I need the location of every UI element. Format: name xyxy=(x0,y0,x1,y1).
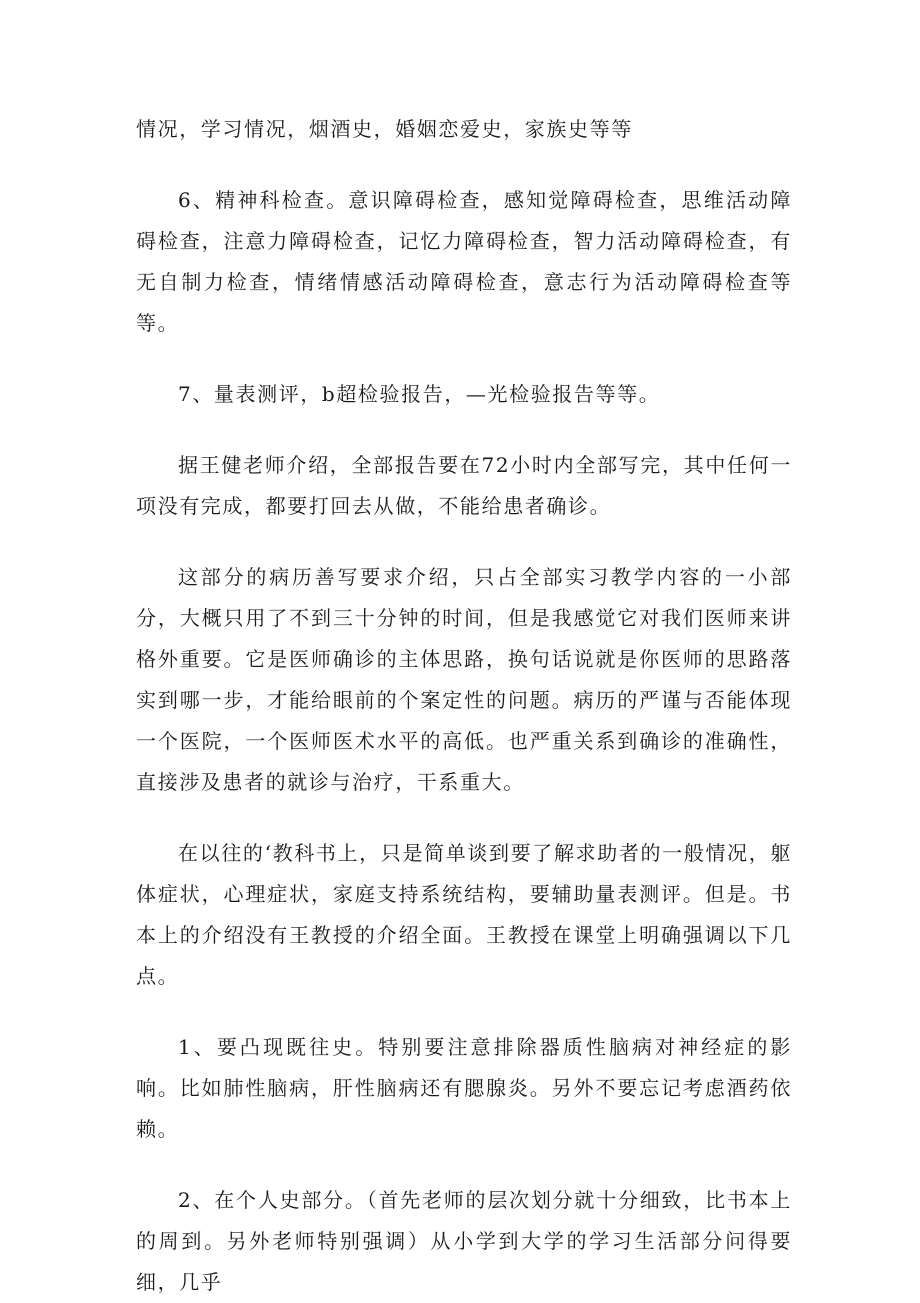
paragraph-point-personal-history: 2、在个人史部分。（首先老师的层次划分就十分细致，比书本上的周到。另外老师特别强调）从小学到大学的学习生活部分问得要细，几乎 xyxy=(136,1188,792,1294)
paragraph-scale-assessment: 7、量表测评，b超检验报告，—光检验报告等等。 xyxy=(178,382,661,406)
paragraph-point-past-history: 1、要凸现既往史。特别要注意排除器质性脑病对神经症的影响。比如肺性脑病，肝性脑病还有腮腺炎。另外不要忘记考虑酒药依赖。 xyxy=(136,1035,792,1141)
paragraph-psychiatric-exam: 6、精神科检查。意识障碍检查，感知觉障碍检查，思维活动障碍检查，注意力障碍检查，记忆力障碍检查，智力活动障碍检查，有无自制力检查，情绪情感活动障碍检查，意志行为活动障碍检查等等。 xyxy=(136,188,792,335)
paragraph-medical-record-importance: 这部分的病历善写要求介绍，只占全部实习教学内容的一小部分，大概只用了不到三十分钟的时间，但是我感觉它对我们医师来讲格外重要。它是医师确诊的主体思路，换句话说就是你医师的思路落实到哪一步，才能给眼前的个案定性的问题。病历的严谨与否能体现一个医院，一个医师医术水平的高低。也严重关系到确诊的准确性，直接涉及患者的就诊与治疗，干系重大。 xyxy=(136,565,792,794)
paragraph-report-deadline: 据王健老师介绍，全部报告要在72小时内全部写完，其中任何一项没有完成，都要打回去从做，不能给患者确诊。 xyxy=(136,453,792,518)
paragraph-family-history: 情况，学习情况，烟酒史，婚姻恋爱史，家族史等等 xyxy=(136,117,633,141)
paragraph-textbook-comparison: 在以往的‘教科书上，只是简单谈到要了解求助者的一般情况，躯体症状，心理症状，家庭支持系统结构，要辅助量表测评。但是。书本上的介绍没有王教授的介绍全面。王教授在课堂上明确强调以下几点。 xyxy=(136,841,792,988)
